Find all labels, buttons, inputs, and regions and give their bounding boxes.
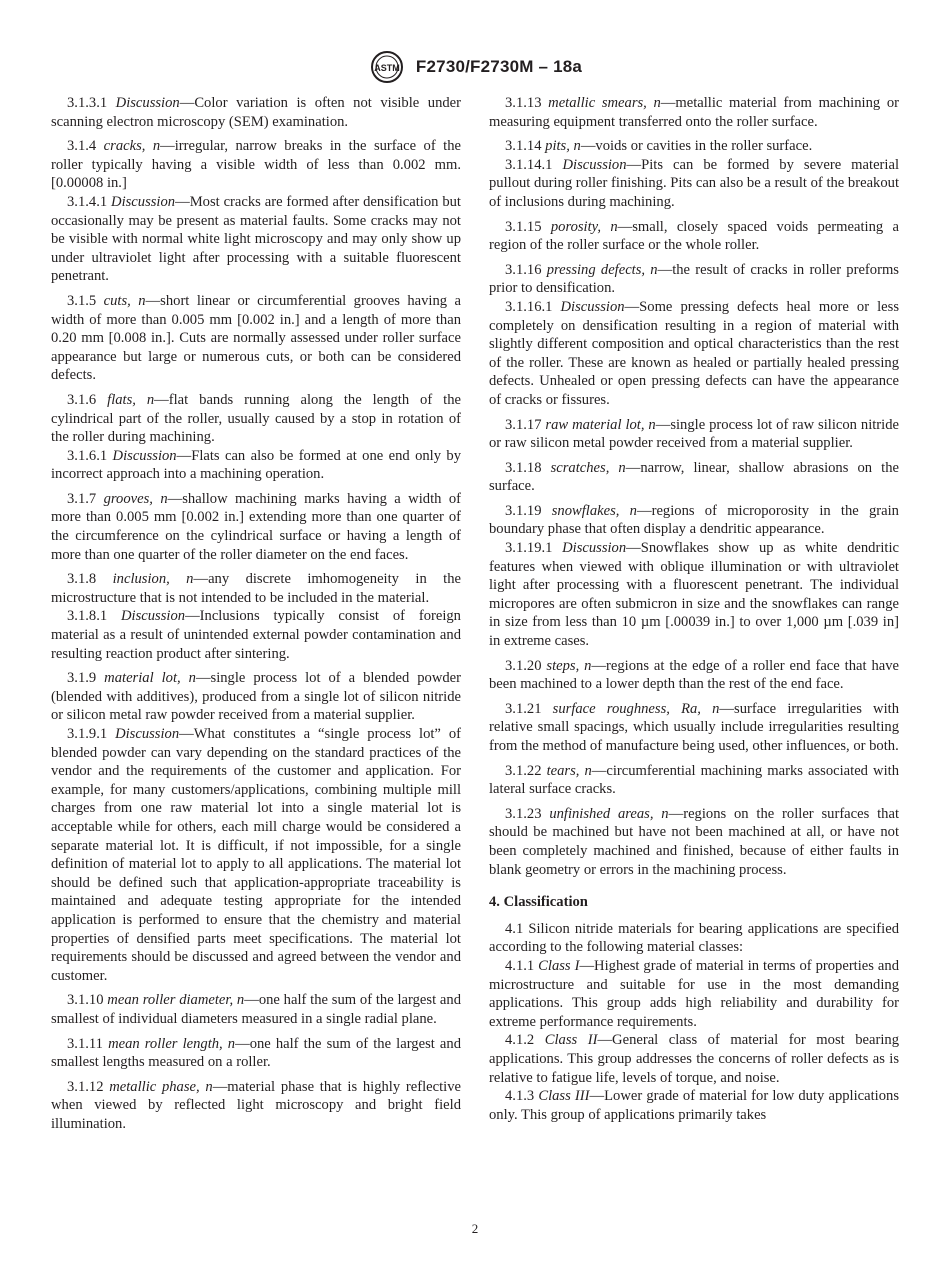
definition-paragraph: 3.1.19.1 Discussion—Snowflakes show up as white dendritic features when viewed with oblique illumination or with ultraviolet light after processing with a fluorescent penetrant. The individual micropores are often submicron in size and the snowflakes can range in size from less than 10 µm [.00039 in.] to over 1,000 µm [.039 in] in extreme cases. bbox=[489, 540, 899, 650]
classification-paragraph: 4.1.3 Class III—Lower grade of material for low duty applications only. This group of applications primarily takes bbox=[489, 1088, 899, 1123]
definition-paragraph: 3.1.9.1 Discussion—What constitutes a “single process lot” of blended powder can vary depending on the standard practices of the vendor and the requirements of the customer and application. For example, for many customers/applications, combining multiple mill charges from one raw material lot into a single material lot is acceptable while for others, each mill charge would be considered a separate material lot. It is difficult, if not impossible, for a single definition of material lot to apply to all applications. The material lot should be defined such that application-appropriate traceability is maintained and adequate testing appropriate for the intended application is performed to ensure that the chemistry and material properties of densified parts meet specifications. The material lot requirements should be discussed and agreed between the vendor and customer. bbox=[51, 726, 461, 984]
definition-paragraph: 3.1.5 cuts, n—short linear or circumferential grooves having a width of more than 0.005 mm [0.002 in.] and a length of more than 0.20 mm [0.008 in.]. Cuts are normally assessed under roller surface appearance but large or numerous cuts, or both can be considered defects. bbox=[51, 292, 461, 384]
definition-paragraph: 3.1.10 mean roller diameter, n—one half the sum of the largest and smallest of individual diameters measured in a single radial plane. bbox=[51, 992, 462, 1027]
definition-paragraph: 3.1.20 steps, n—regions at the edge of a roller end face that have been machined to a lower depth than the rest of the end face. bbox=[489, 657, 899, 693]
definition-paragraph: 3.1.12 metallic phase, n—material phase that is highly reflective when viewed by reflected light microscopy and bright field illumination. bbox=[51, 1078, 461, 1132]
definition-paragraph: 3.1.18 scratches, n—narrow, linear, shallow abrasions on the surface. bbox=[489, 459, 900, 495]
definition-paragraph: 3.1.16.1 Discussion—Some pressing defects heal more or less completely on densification resulting in a region of material with slightly different composition and optical characteristics than the rest of the roller. These are known as healed or partially healed pressing defects. Unhealed or open pressing defects can have the appearance of cracks or fissures. bbox=[489, 298, 900, 408]
definition-paragraph: 3.1.7 grooves, n—shallow machining marks having a width of more than 0.005 mm [0.002 in.] extending more than one quarter of the circumference on the cylindrical surface or having a length of more than one quarter of the roller diameter on the end faces. bbox=[51, 490, 461, 563]
classification-paragraph: 4.1.1 Class I—Highest grade of material in terms of properties and microstructure and suitable for use in the most demanding applications. This group adds high reliability and durability for extreme performance requirements. bbox=[489, 957, 899, 1030]
definition-paragraph: 3.1.13 metallic smears, n—metallic material from machining or measuring equipment transferred onto the roller surface. bbox=[489, 95, 899, 130]
page-header bbox=[0, 50, 950, 84]
astm-logo-icon bbox=[368, 50, 406, 84]
definition-paragraph: 3.1.22 tears, n—circumferential machining marks associated with lateral surface cracks. bbox=[489, 762, 899, 798]
definition-paragraph: 3.1.19 snowflakes, n—regions of microporosity in the grain boundary phase that often display a dendritic appearance. bbox=[489, 502, 899, 538]
definition-paragraph: 3.1.14.1 Discussion—Pits can be formed by severe material pullout during roller finishing. Pits can also be a result of the breakout of inclusions during machining. bbox=[489, 156, 899, 210]
page-number: 2 bbox=[471, 1221, 479, 1236]
definition-paragraph: 3.1.14 pits, n—voids or cavities in the roller surface. bbox=[505, 138, 813, 155]
definition-paragraph: 3.1.6 flats, n—flat bands running along the length of the cylindrical part of the roller, usually caused by a stop in rotation of the roller during machining. bbox=[51, 391, 461, 446]
classification-paragraph: 4.1 Silicon nitride materials for bearing applications are specified according to the following material classes: bbox=[489, 920, 899, 956]
definition-paragraph: 3.1.17 raw material lot, n—single process lot of raw silicon nitride or raw silicon metal powder received from a material supplier. bbox=[489, 416, 899, 452]
definition-paragraph: 3.1.11 mean roller length, n—one half the sum of the largest and smallest lengths measured on a roller. bbox=[51, 1035, 461, 1071]
right-column bbox=[489, 94, 899, 1124]
definition-paragraph: 3.1.4.1 Discussion—Most cracks are formed after densification but occasionally may be present as material faults. Some cracks may not be visible with normal white light microscopy and may only show up under ultraviolet light after processing with a suitable fluorescent penetrant. bbox=[51, 193, 461, 285]
definition-paragraph: 3.1.21 surface roughness, Ra, n—surface irregularities with relative small spacings, which usually include irregularities resulting from the method of manufacture being used, other influences, or both. bbox=[489, 700, 899, 754]
svg-text:ASTM: ASTM bbox=[374, 63, 400, 73]
definition-paragraph: 3.1.8 inclusion, n—any discrete imhomogeneity in the microstructure that is not intended to be included in the material. bbox=[51, 571, 461, 606]
definition-paragraph: 3.1.9 material lot, n—single process lot of a blended powder (blended with additives), produced from a single lot of silicon nitride or silicon metal raw powder received from a material supplier. bbox=[51, 670, 462, 724]
definition-paragraph: 3.1.6.1 Discussion—Flats can also be formed at one end only by incorrect approach into a machining operation. bbox=[51, 447, 462, 483]
classification-paragraph: 4.1.2 Class II—General class of material for most bearing applications. This group addresses the concerns of roller defects as is relative to fatigue life, levels of torque, and noise. bbox=[489, 1032, 899, 1086]
definition-paragraph: 3.1.8.1 Discussion—Inclusions typically consist of foreign material as a result of unintended external powder contamination and resulting reaction product after sintering. bbox=[51, 608, 461, 662]
left-column bbox=[51, 94, 461, 1139]
section-heading-classification: 4. Classification bbox=[489, 894, 588, 911]
definition-paragraph: 3.1.15 porosity, n—small, closely spaced voids permeating a region of the roller surface or the whole roller. bbox=[489, 218, 899, 254]
definition-paragraph: 3.1.4 cracks, n—irregular, narrow breaks in the surface of the roller typically having a visible width of less than 0.002 mm. [0.00008 in.] bbox=[51, 138, 461, 192]
definition-paragraph: 3.1.16 pressing defects, n—the result of cracks in roller preforms prior to densification. bbox=[489, 261, 899, 297]
definition-paragraph: 3.1.3.1 Discussion—Color variation is often not visible under scanning electron microscopy (SEM) examination. bbox=[51, 95, 461, 130]
standard-designation: F2730/F2730M – 18a bbox=[415, 57, 583, 76]
definition-paragraph: 3.1.23 unfinished areas, n—regions on the roller surfaces that should be machined but have not been machined at all, or have not been completely machined and finished, because of either faults in blank geometry or errors in the machining process. bbox=[489, 805, 900, 878]
